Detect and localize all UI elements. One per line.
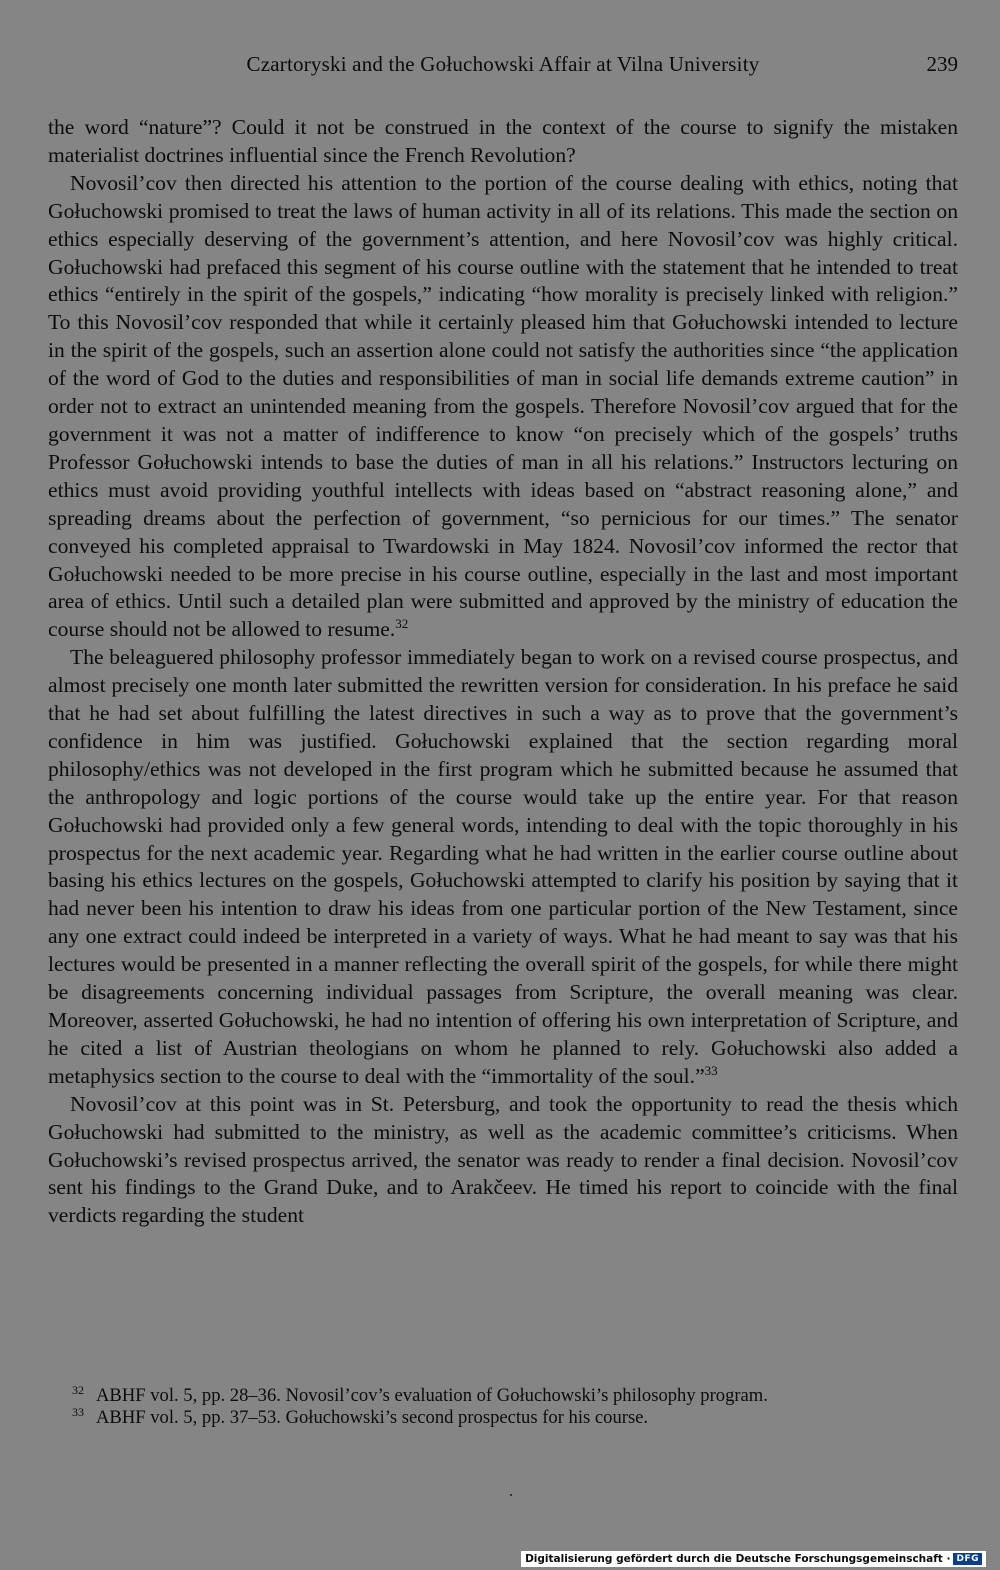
paragraph (48, 1091, 958, 1231)
digitization-credit (521, 1551, 986, 1567)
paragraph (48, 114, 958, 170)
footnote (48, 1385, 958, 1407)
dfg-logo: DFG (953, 1553, 982, 1565)
page-number: 239 (926, 52, 958, 76)
running-head (48, 52, 958, 84)
footnote-ref: 33 (704, 1062, 718, 1078)
footnotes (48, 1385, 958, 1429)
footnote-ref: 32 (395, 616, 409, 632)
footnote-text: ABHF vol. 5, pp. 28–36. Novosil’cov’s evaluation of Gołuchowski’s philosophy program. (96, 1385, 768, 1406)
paragraph-text: the word “nature”? Could it not be construed in the context of the course to signify the mistaken materialist doctrines influential since the French Revolution? (48, 115, 958, 167)
footnote-number: 33 (72, 1405, 84, 1419)
scan-speck (510, 1494, 512, 1496)
footnote-text: ABHF vol. 5, pp. 37–53. Gołuchowski’s second prospectus for his course. (96, 1407, 649, 1428)
paragraph-text: The beleaguered philosophy professor immediately began to work on a revised course prospectus, and almost precisely one month later submitted the rewritten version for consideration. In his preface he said that he had set about fulfilling the latest directives in such a way as to prove that the government’s confidence in him was justified. Gołuchowski explained that the section regarding moral philosophy/ethics was not developed in the first program which he submitted because he assumed that the anthropology and logic portions of the course would take up the entire year. For that reason Gołuchowski had provided only a few general words, intending to deal with the topic thoroughly in his prospectus for the next academic year. Regarding what he had written in the earlier course outline about basing his ethics lectures on the gospels, Gołuchowski attempted to clarify his position by saying that it had never been his intention to draw his ideas from one particular portion of the New Testament, since any one extract could indeed be interpreted in a variety of ways. What he had meant to say was that his lectures would be presented in a manner reflecting the overall spirit of the gospels, for while there might be disagreements concerning individual passages from Scripture, the overall meaning was clear. Moreover, asserted Gołuchowski, he had no intention of offering his own interpretation of Scripture, and he cited a list of Austrian theologians on whom he planned to rely. Gołuchowski also added a metaphysics section to the course to deal with the “immortality of the soul.” (48, 645, 958, 1088)
paragraph (48, 170, 958, 644)
credit-text: Digitalisierung gefördert durch die Deutsche Forschungsgemeinschaft · (525, 1553, 951, 1565)
paragraph-text: Novosil’cov then directed his attention to the portion of the course dealing with ethics, noting that Gołuchowski promised to treat the laws of human activity in all of its relations. This made the section on ethics especially deserving of the government’s attention, and here Novosil’cov was highly critical. Gołuchowski had prefaced this segment of his course outline with the statement that he intended to treat ethics “entirely in the spirit of the gospels,” indicating “how morality is precisely linked with religion.” To this Novosil’cov responded that while it certainly pleased him that Gołuchowski intended to lecture in the spirit of the gospels, such an assertion alone could not satisfy the authorities since “the application of the word of God to the duties and responsibilities of man in social life demands extreme caution” in order not to extract an unintended meaning from the gospels. Therefore Novosil’cov argued that for the government it was not a matter of indifference to know “on precisely which of the gospels’ truths Professor Gołuchowski intends to base the duties of man in all his relations.” Instructors lecturing on ethics must avoid providing youthful intellects with ideas based on “abstract reasoning alone,” and spreading dreams about the perfection of government, “so pernicious for our times.” The senator conveyed his completed appraisal to Twardowski in May 1824. Novosil’cov informed the rector that Gołuchowski needed to be more precise in his course outline, especially in the last and most important area of ethics. Until such a detailed plan were submitted and approved by the ministry of education the course should not be allowed to resume. (48, 170, 958, 642)
paragraph-text: Novosil’cov at this point was in St. Petersburg, and took the opportunity to read the thesis which Gołuchowski had submitted to the ministry, as well as the academic committee’s criticisms. When Gołuchowski’s revised prospectus arrived, the senator was ready to render a final decision. Novosil’cov sent his findings to the Grand Duke, and to Arakčeev. He timed his report to coincide with the final verdicts regarding the student (48, 1091, 958, 1228)
footnote (48, 1407, 958, 1429)
paragraph (48, 644, 958, 1091)
body-text (48, 114, 958, 1230)
running-title: Czartoryski and the Gołuchowski Affair at Vilna University (246, 52, 760, 76)
footnote-number: 32 (72, 1383, 84, 1397)
